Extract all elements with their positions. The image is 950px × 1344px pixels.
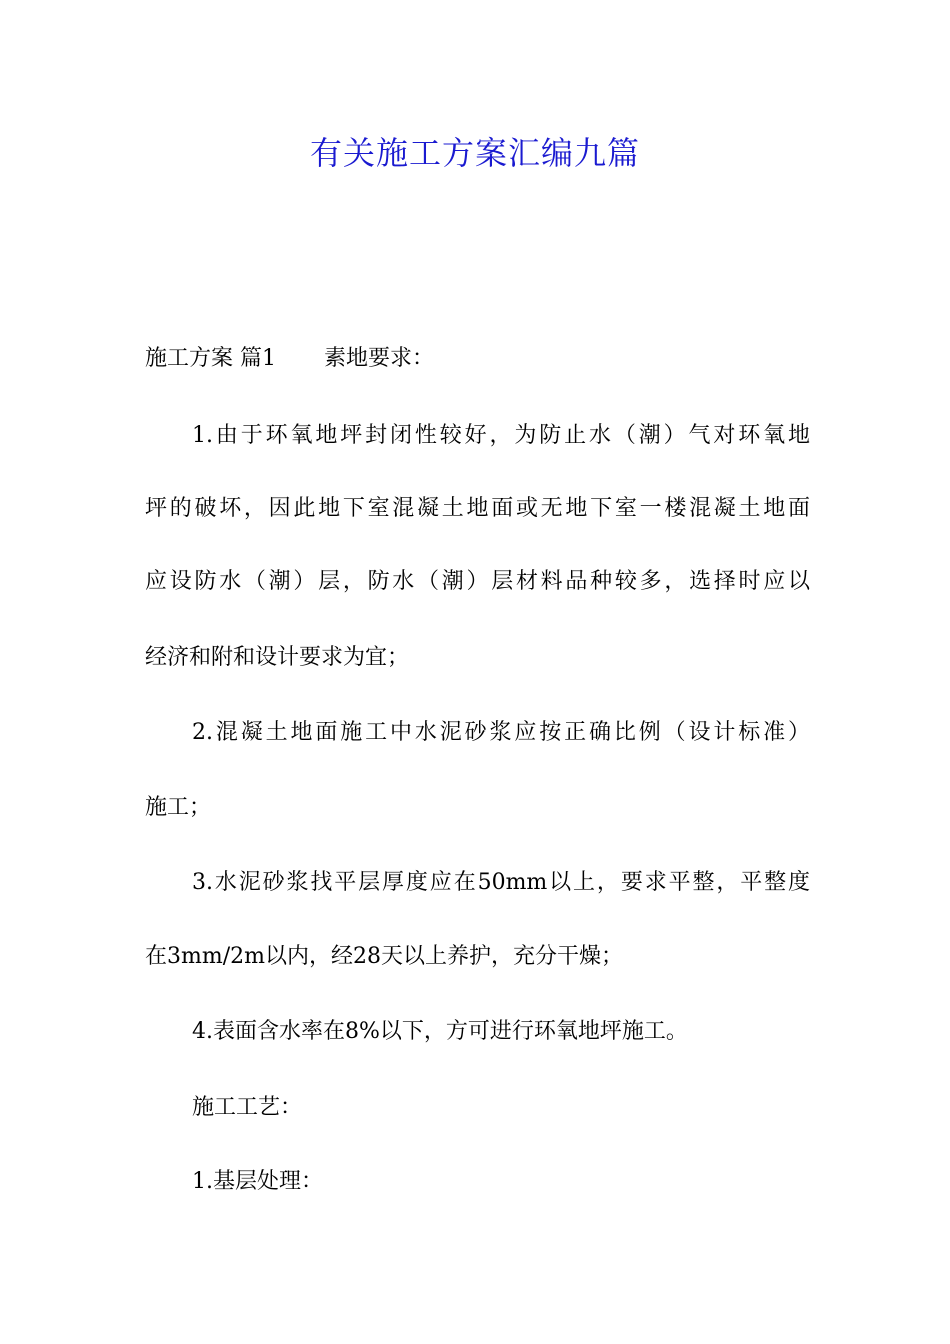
paragraph-line: 坪的破坏，因此地下室混凝土地面或无地下室一楼混凝土地面: [145, 496, 810, 521]
paragraph-line: 1.由于环氧地坪封闭性较好，为防止水（潮）气对环氧地: [192, 423, 810, 448]
paragraph-line: 应设防水（潮）层，防水（潮）层材料品种较多，选择时应以: [145, 569, 810, 594]
part-label: 施工方案 篇1: [145, 346, 276, 371]
paragraph-line: 2.混凝土地面施工中水泥砂浆应按正确比例（设计标准）: [192, 720, 810, 745]
paragraph-line: 4.表面含水率在8%以下，方可进行环氧地坪施工。: [192, 1019, 688, 1044]
header-line: [145, 343, 810, 375]
section-heading: 施工工艺：: [192, 1095, 303, 1120]
paragraph-line: 3.水泥砂浆找平层厚度应在50mm以上，要求平整，平整度: [192, 870, 810, 895]
paragraph-line: 经济和附和设计要求为宜；: [145, 645, 410, 670]
paragraph-line: 施工；: [145, 795, 212, 820]
document-title: 有关施工方案汇编九篇: [309, 134, 640, 172]
subsection-heading: 1.基层处理：: [192, 1169, 323, 1194]
paragraph-line: 在3mm/2m以内，经28天以上养护，充分干燥；: [145, 944, 623, 969]
section-label: 素地要求：: [324, 346, 435, 371]
